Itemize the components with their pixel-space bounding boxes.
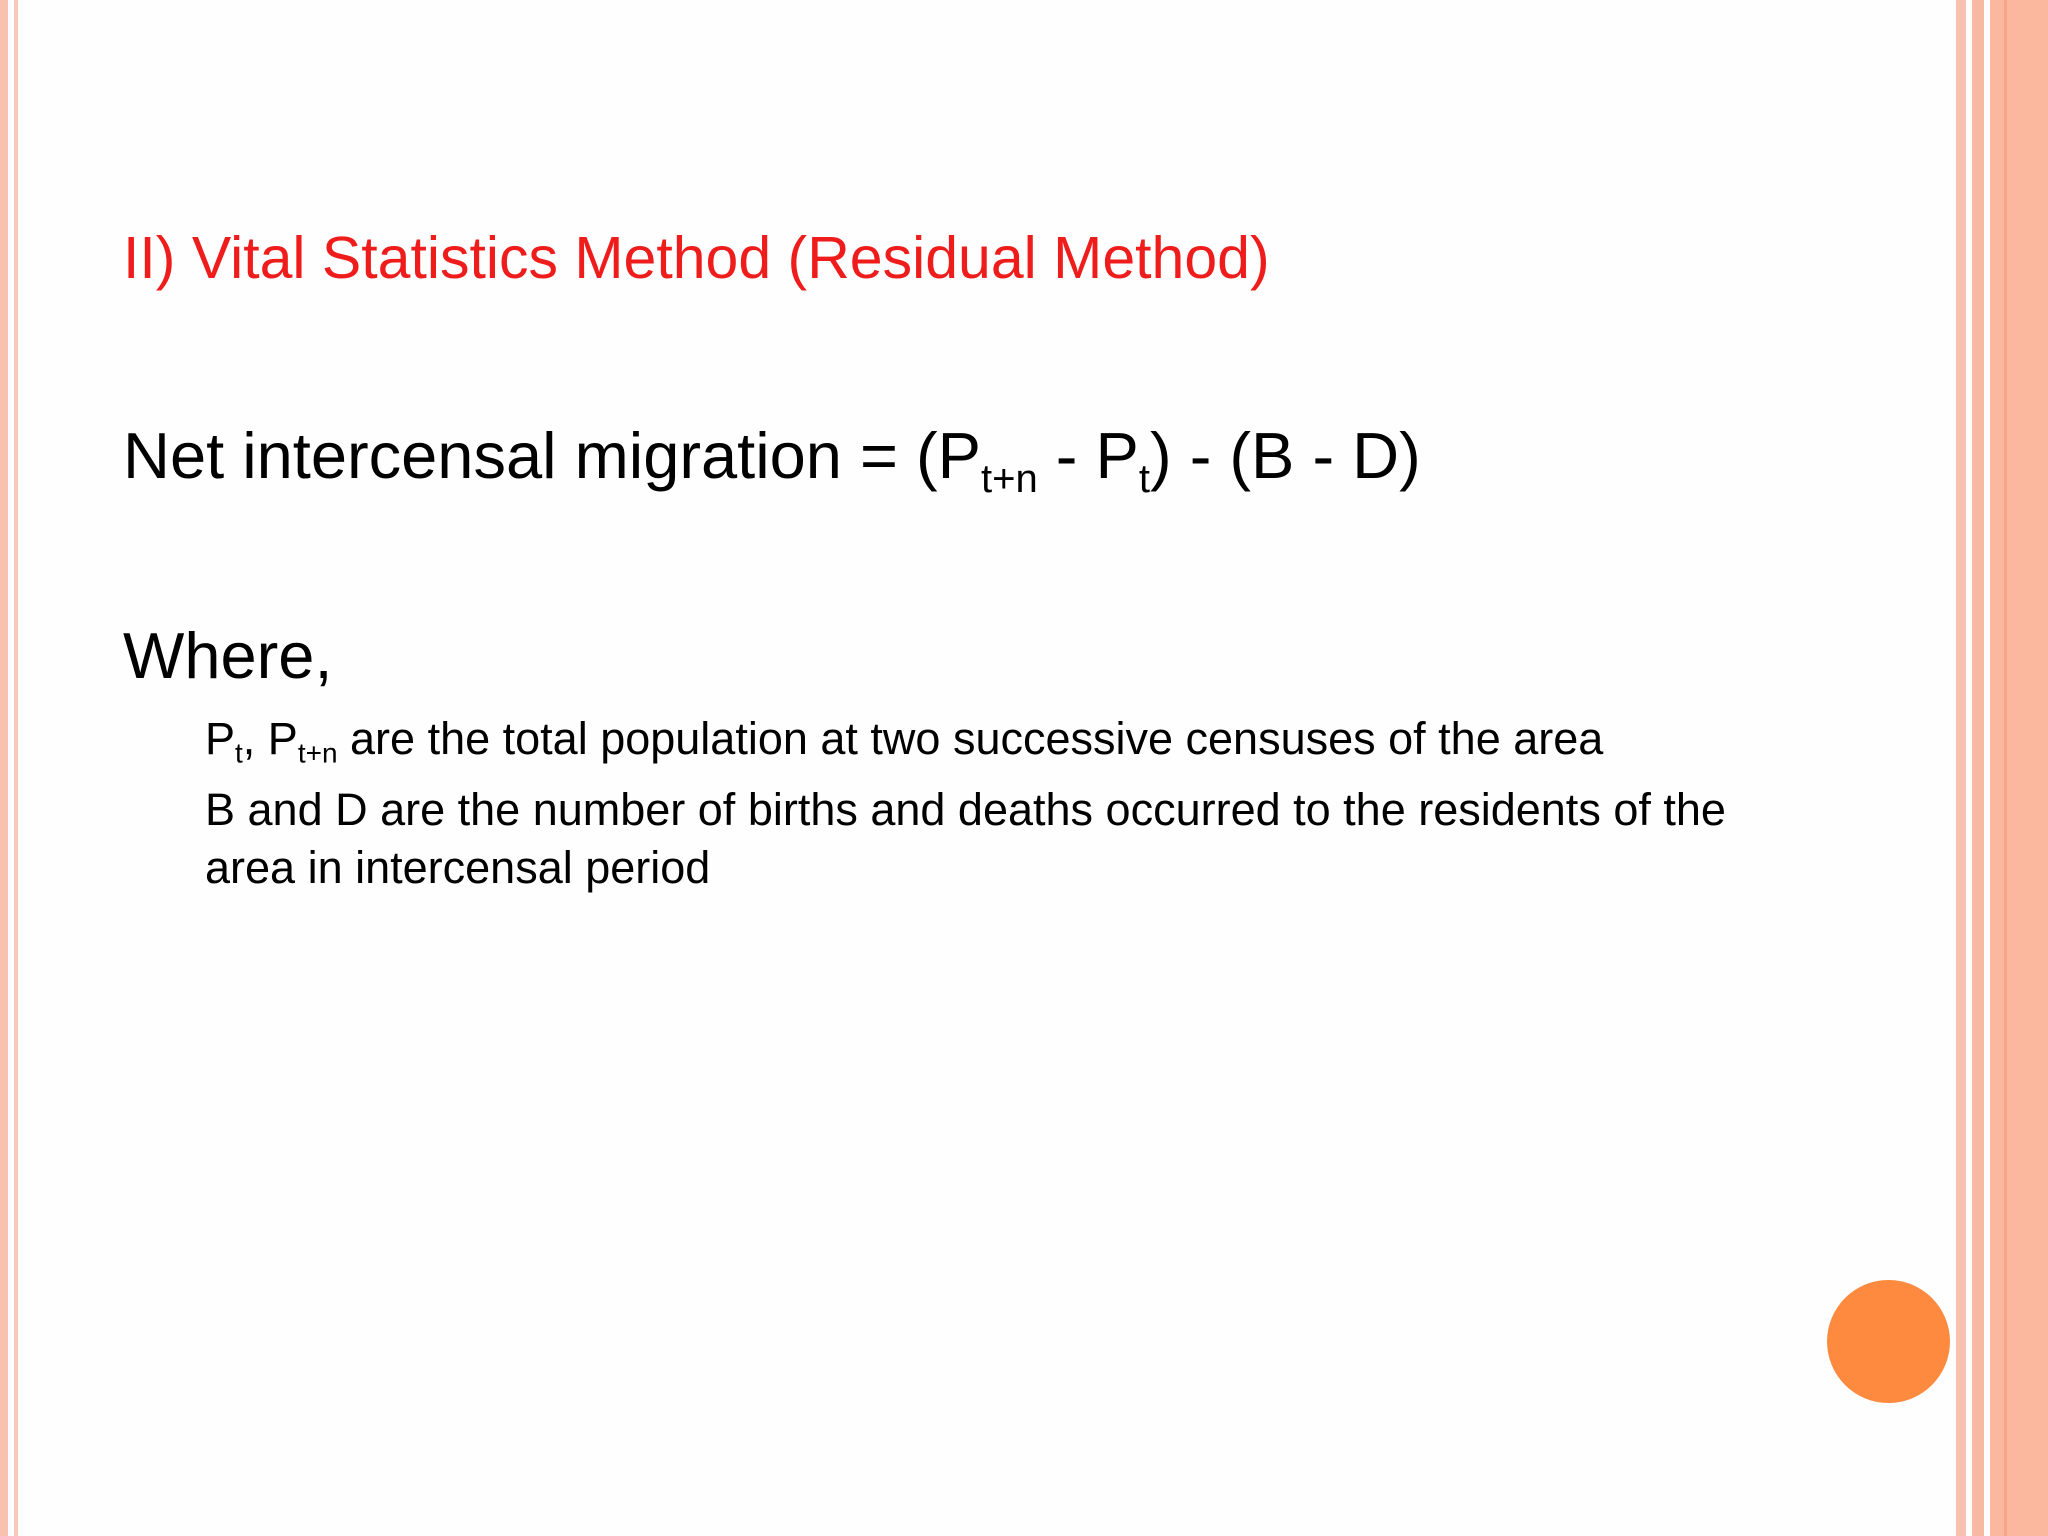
definition-population [205, 712, 1603, 770]
where-label: Where, [123, 619, 333, 692]
formula-lhs: Net intercensal migration = (P [123, 419, 982, 492]
definition-births-deaths: B and D are the number of births and deaths occurred to the residents of the area in intercensal period [205, 784, 1726, 893]
def1-p: P [205, 713, 236, 764]
left-border-stripe-thin [14, 0, 18, 1536]
formula-mid: - P [1037, 419, 1139, 492]
right-border-stripe [1956, 0, 1966, 1536]
formula-subscript-t-plus-n: t+n [981, 457, 1038, 501]
formula-rhs: ) - (B - D) [1149, 419, 1421, 492]
right-border-stripe [1972, 0, 1984, 1536]
formula-subscript-t: t [1138, 457, 1150, 501]
right-border-line [2004, 0, 2007, 1536]
def1-subscript-t-plus-n: t+n [297, 737, 338, 769]
migration-formula [123, 420, 1421, 501]
left-border-stripe [0, 0, 8, 1536]
def1-text: are the total population at two successive censuses of the area [337, 713, 1604, 764]
accent-circle [1827, 1280, 1950, 1403]
def1-sep: , P [242, 713, 298, 764]
def1-subscript-t: t [235, 737, 243, 769]
right-border-band [1990, 0, 2048, 1536]
slide-title: II) Vital Statistics Method (Residual Method) [123, 225, 1270, 291]
